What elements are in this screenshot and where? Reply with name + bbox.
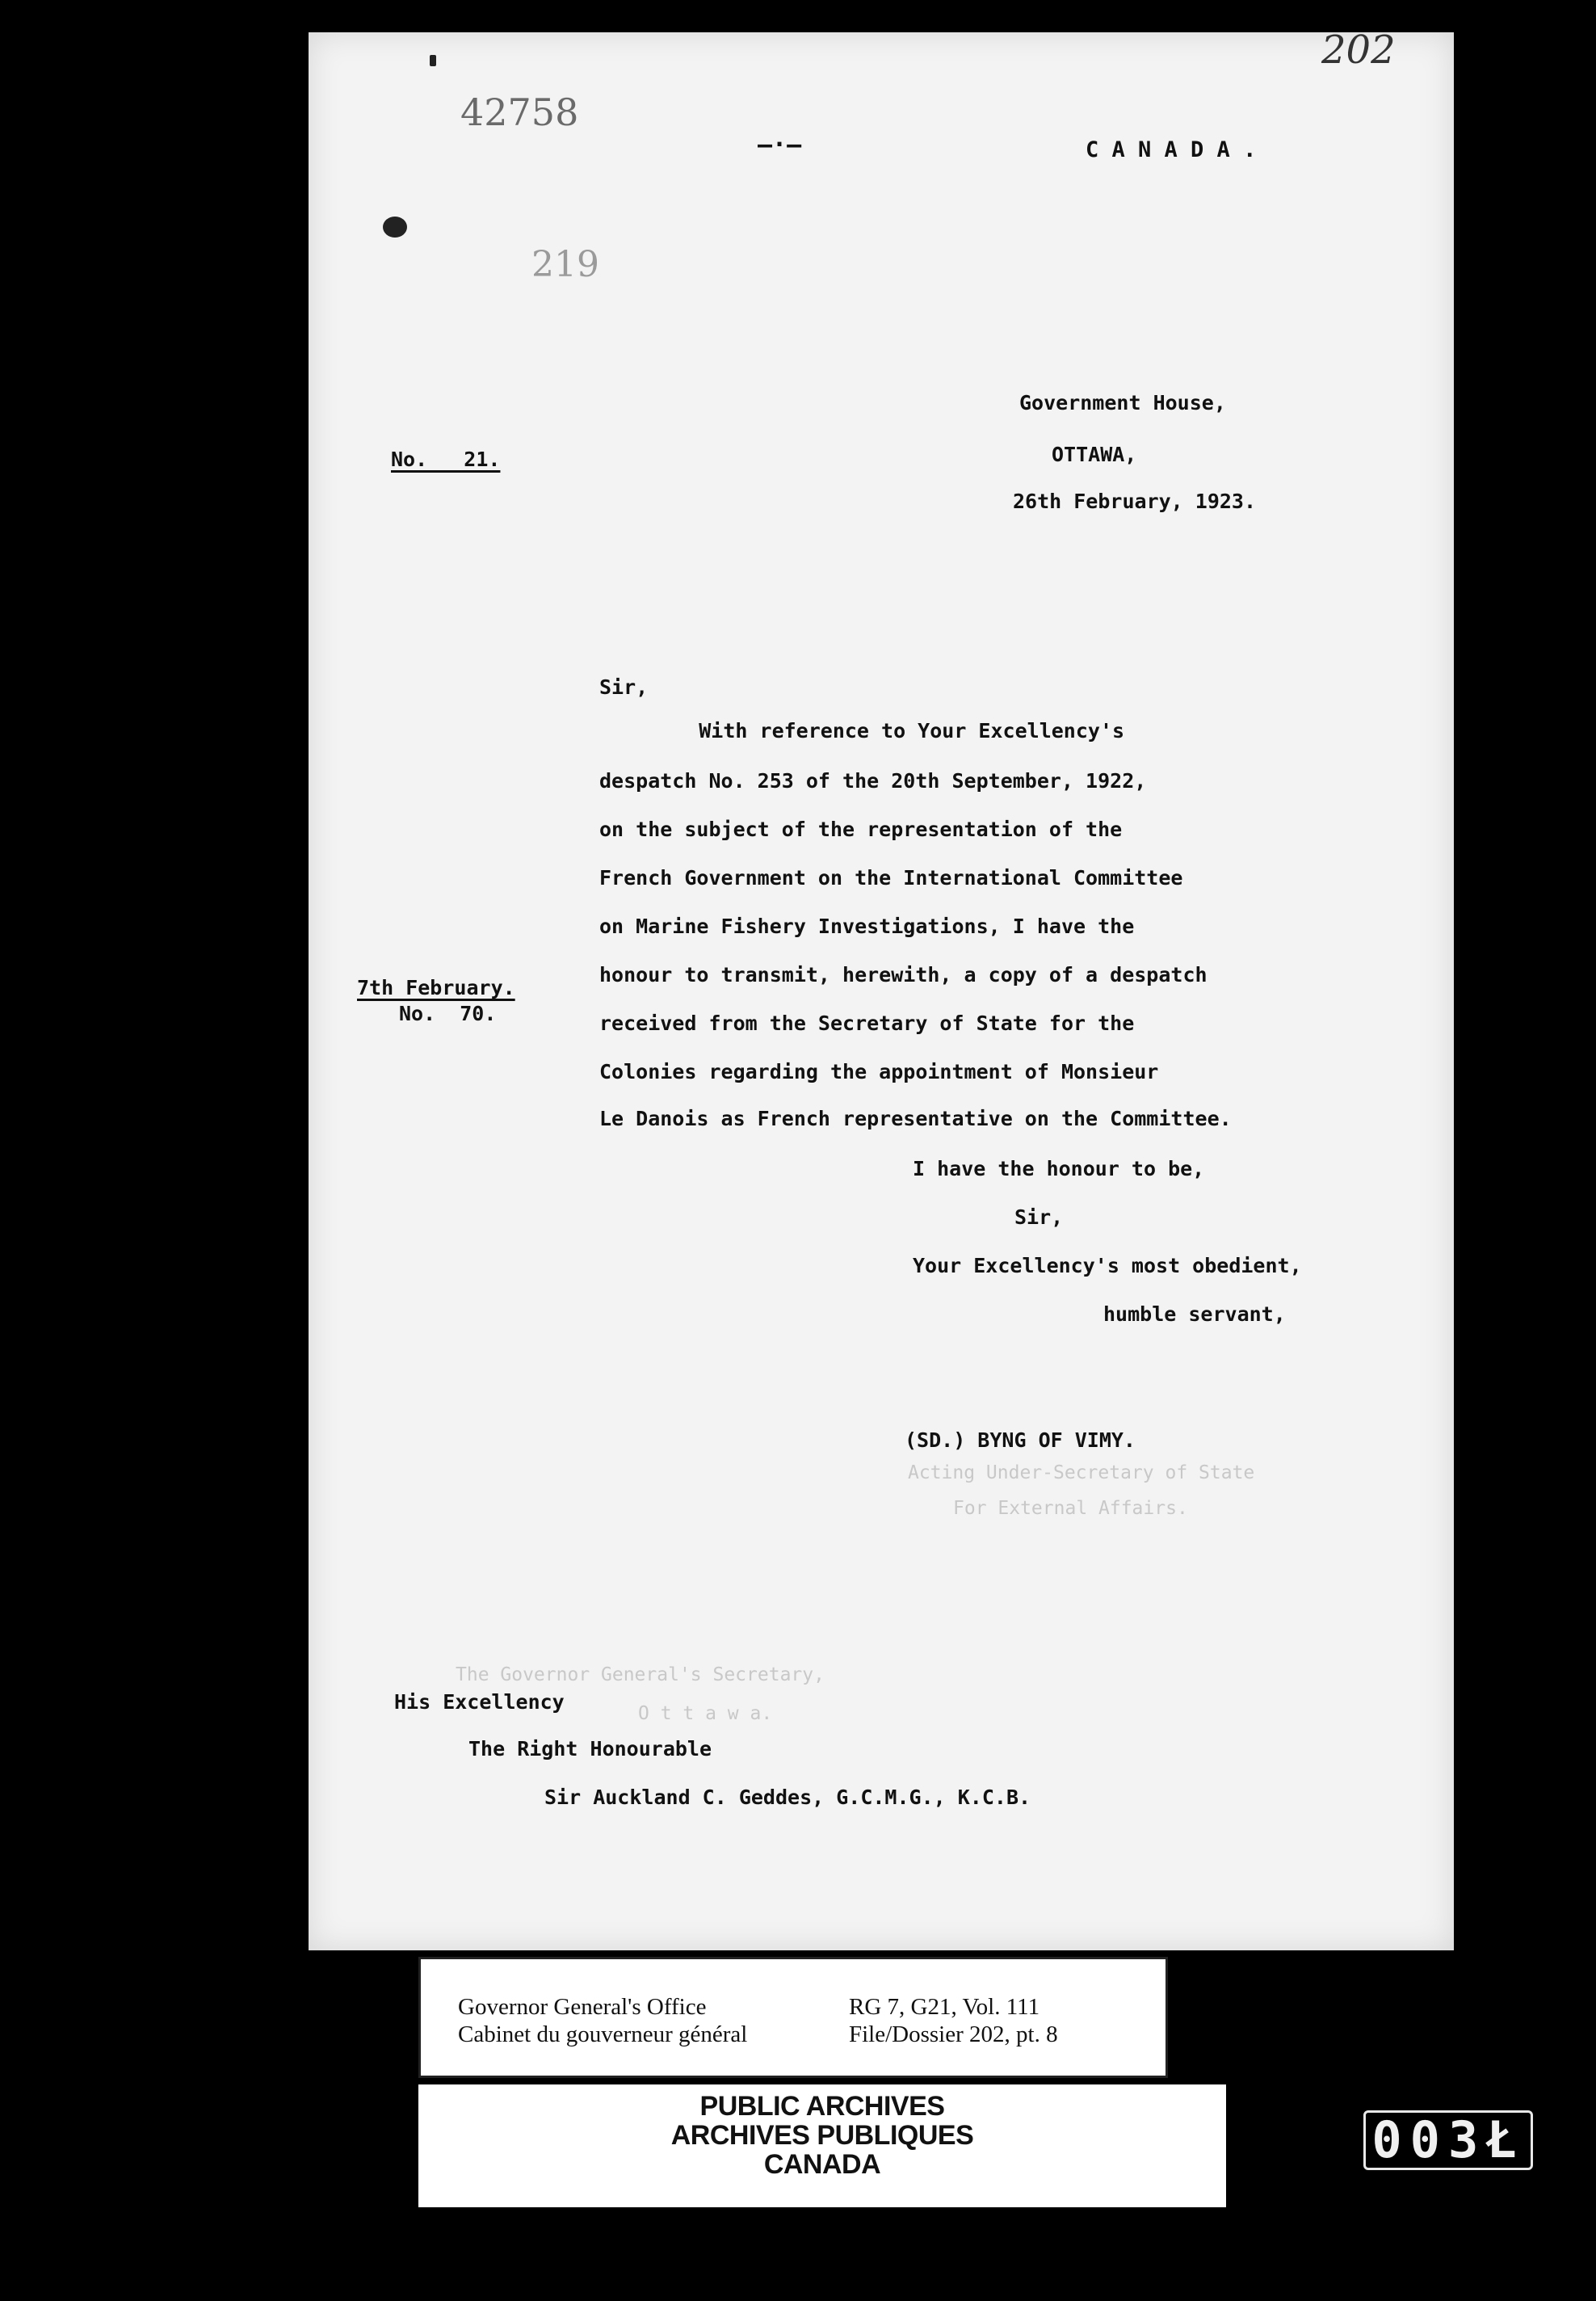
closing-line-2: Sir,	[1014, 1205, 1064, 1229]
office-english: Governor General's Office	[458, 1994, 707, 2020]
bleed-through-line-1: Acting Under-Secretary of State	[908, 1462, 1255, 1483]
address-line-2: OTTAWA,	[1052, 443, 1137, 466]
body-line-6: honour to transmit, herewith, a copy of a despatch	[599, 963, 1208, 986]
stamp-219: 219	[531, 244, 599, 285]
body-line-4: French Government on the International Committee	[599, 866, 1183, 890]
archive-stamp-line-2: ARCHIVES PUBLIQUES	[670, 2120, 974, 2151]
addressee-line-2: The Right Honourable	[468, 1737, 712, 1760]
bleed-through-line-2: For External Affairs.	[953, 1498, 1188, 1519]
closing-line-1: I have the honour to be,	[913, 1157, 1205, 1180]
body-line-7: received from the Secretary of State for the	[599, 1012, 1135, 1035]
body-line-1: With reference to Your Excellency's	[638, 719, 1125, 742]
microfilm-frame-number: 003Ł	[1363, 2110, 1533, 2170]
closing-line-3: Your Excellency's most obedient,	[913, 1254, 1302, 1277]
letter-date: 26th February, 1923.	[1013, 490, 1257, 513]
folio-number: 202	[1321, 27, 1396, 73]
public-archives-stamp	[418, 2084, 1226, 2207]
margin-note-number: No. 70.	[399, 1002, 497, 1025]
dispatch-number: No. 21.	[391, 448, 501, 471]
ink-blot	[383, 217, 407, 238]
archive-reference-label	[418, 1957, 1168, 2078]
signature: (SD.) BYNG OF VIMY.	[905, 1428, 1136, 1452]
punch-mark	[430, 55, 436, 66]
file-reference: File/Dossier 202, pt. 8	[849, 2021, 1058, 2047]
bleed-through-line-3: The Governor General's Secretary,	[456, 1664, 825, 1685]
body-line-2: despatch No. 253 of the 20th September, 1922,	[599, 769, 1147, 793]
body-line-9: Le Danois as French representative on the Committee.	[599, 1107, 1232, 1130]
addressee-line-3: Sir Auckland C. Geddes, G.C.M.G., K.C.B.	[544, 1786, 1031, 1809]
closing-line-4: humble servant,	[1103, 1302, 1286, 1326]
address-line-1: Government House,	[1019, 391, 1226, 414]
body-line-8: Colonies regarding the appointment of Monsieur	[599, 1060, 1159, 1083]
office-french: Cabinet du gouverneur général	[458, 2021, 748, 2047]
bleed-through-line-4: O t t a w a.	[638, 1703, 773, 1724]
body-line-3: on the subject of the representation of the	[599, 818, 1123, 841]
accession-number: 42758	[460, 90, 579, 134]
dash-mark: —·—	[758, 131, 802, 159]
archive-stamp-line-1: PUBLIC ARCHIVES	[699, 2091, 945, 2122]
record-group-reference: RG 7, G21, Vol. 111	[849, 1994, 1040, 2020]
salutation: Sir,	[599, 675, 649, 699]
archive-stamp-line-3: CANADA	[763, 2149, 881, 2180]
margin-note-date: 7th February.	[357, 976, 515, 999]
body-line-5: on Marine Fishery Investigations, I have the	[599, 915, 1135, 938]
country-heading: C A N A D A .	[1086, 137, 1257, 162]
addressee-line-1: His Excellency	[394, 1690, 565, 1714]
